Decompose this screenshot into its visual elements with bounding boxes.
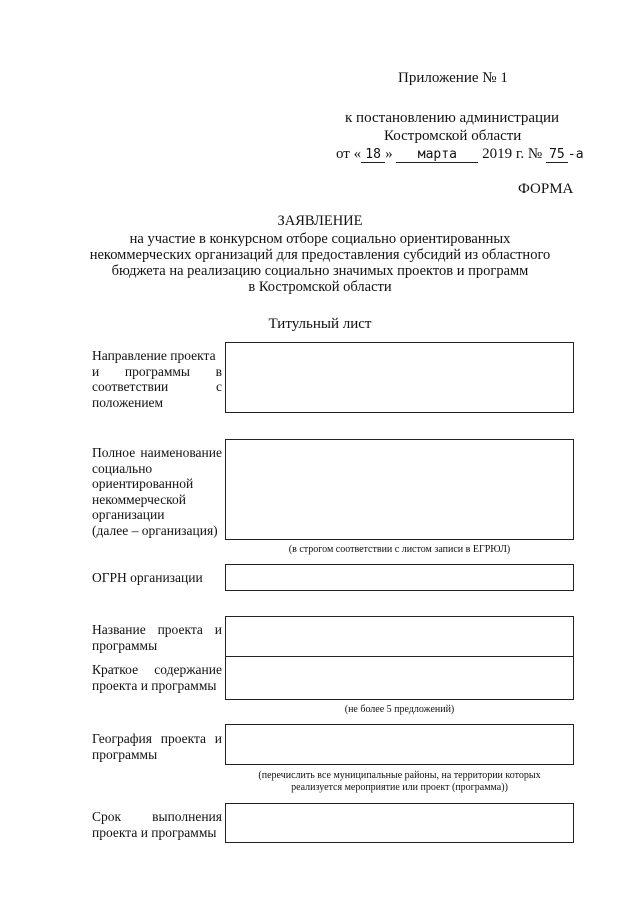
direction-label-line-3: соответствии с — [92, 379, 222, 394]
geography-note-1: (перечислить все муниципальные районы, на территории которых — [258, 770, 541, 781]
document-heading: ЗАЯВЛЕНИЕ — [277, 213, 363, 229]
project-name-label — [92, 622, 222, 653]
geography-note-2: реализуется мероприятие или проект (программа)) — [291, 782, 508, 793]
ogrn-input-box[interactable] — [225, 564, 574, 591]
full-name-label-line-1: Полное наименование — [92, 445, 222, 460]
summary-label-line-2: проекта и программы — [92, 677, 217, 693]
term-label-line-1: Срок выполнения — [92, 809, 222, 824]
full-name-label-line-5: организации — [92, 507, 165, 522]
full-name-label-line-4: некоммерческой — [92, 491, 187, 507]
full-name-label-line-6: (далее – организация) — [92, 522, 218, 538]
direction-input-box[interactable] — [225, 342, 574, 413]
title-line-4: в Костромской области — [248, 279, 392, 295]
summary-input-box[interactable] — [225, 656, 574, 700]
direction-label-line-2: и программы в — [92, 363, 222, 379]
term-label — [92, 809, 222, 840]
full-name-input-box[interactable] — [225, 439, 574, 540]
full-name-label-line-3: ориентированной — [92, 476, 194, 491]
date-month: марта — [396, 148, 478, 163]
page-subtitle: Титульный лист — [268, 316, 372, 332]
document-number: 75 — [546, 148, 568, 163]
summary-label — [92, 662, 222, 693]
appendix-line-1: к постановлению администрации — [345, 110, 560, 126]
ogrn-label: ОГРН организации — [92, 570, 203, 585]
project-name-label-line-1: Название проекта и — [92, 622, 222, 637]
title-line-3: бюджета на реализацию социально значимых проектов и программ — [111, 263, 529, 279]
date-day-close: » — [385, 146, 393, 162]
date-year: 2019 г. № — [482, 146, 543, 162]
term-label-line-2: проекта и программы — [92, 824, 217, 840]
geography-label — [92, 731, 222, 762]
project-name-input-box[interactable] — [225, 616, 574, 657]
title-line-1: на участие в конкурсном отборе социально ориентированных — [129, 231, 511, 247]
date-day: 18 — [361, 148, 385, 163]
date-prefix: от « — [336, 146, 362, 162]
full-name-note: (в строгом соответствии с листом записи в ЕГРЮЛ) — [288, 544, 511, 555]
geography-label-line-2: программы — [92, 746, 158, 762]
document-number-suffix: -а — [567, 147, 584, 162]
term-input-box[interactable] — [225, 803, 574, 843]
geography-input-box[interactable] — [225, 724, 574, 765]
title-line-2: некоммерческих организаций для предоставления субсидий из областного — [89, 247, 551, 263]
appendix-date-line — [336, 146, 584, 163]
full-name-label-line-2: социально — [92, 460, 153, 476]
geography-label-line-1: География проекта и — [92, 731, 222, 746]
project-name-label-line-2: программы — [92, 637, 158, 653]
summary-note: (не более 5 предложений) — [344, 704, 455, 715]
appendix-line-2: Костромской области — [384, 128, 522, 144]
appendix-title: Приложение № 1 — [398, 70, 508, 86]
form-label: ФОРМА — [518, 181, 574, 197]
full-name-label — [92, 445, 222, 538]
direction-label-line-1: Направление проекта — [92, 348, 216, 363]
direction-label-line-4: положением — [92, 394, 164, 410]
direction-label — [92, 348, 222, 410]
summary-label-line-1: Краткое содержание — [92, 662, 222, 677]
